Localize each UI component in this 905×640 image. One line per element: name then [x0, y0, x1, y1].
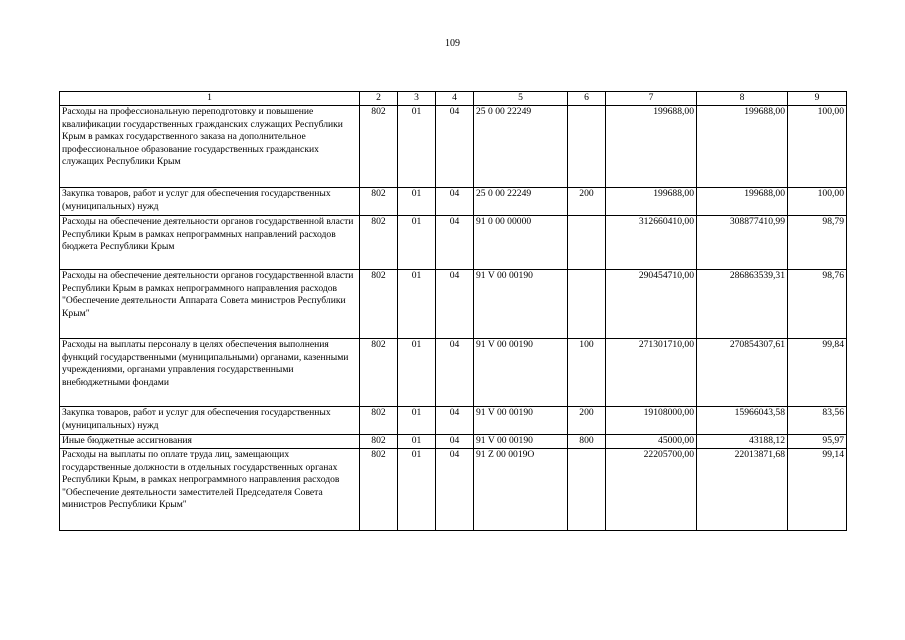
- row-expense-type: 800: [568, 435, 606, 449]
- row-subsection-code: 04: [436, 188, 474, 216]
- row-planned-amount: 271301710,00: [606, 339, 697, 407]
- row-planned-amount: 45000,00: [606, 435, 697, 449]
- row-expense-type: 200: [568, 188, 606, 216]
- header-col-4: 4: [436, 92, 474, 106]
- row-ministry-code: 802: [360, 449, 398, 531]
- row-executed-amount: 22013871,68: [697, 449, 788, 531]
- row-section-code: 01: [398, 407, 436, 435]
- header-col-3: 3: [398, 92, 436, 106]
- row-article-code: 91 V 00 00190: [474, 339, 568, 407]
- row-percent: 98,76: [788, 270, 847, 339]
- row-article-code: 91 0 00 00000: [474, 216, 568, 270]
- row-ministry-code: 802: [360, 188, 398, 216]
- row-expense-type: [568, 449, 606, 531]
- row-planned-amount: 290454710,00: [606, 270, 697, 339]
- row-executed-amount: 199688,00: [697, 188, 788, 216]
- row-percent: 100,00: [788, 188, 847, 216]
- table-row: [60, 407, 847, 435]
- row-planned-amount: 22205700,00: [606, 449, 697, 531]
- row-percent: 83,56: [788, 407, 847, 435]
- row-description: Расходы на выплаты персоналу в целях обеспечения выполнения функций государственными (муниципальными) органами, казенными учреждениями, органами управления государственными внебюджетными фондами: [60, 339, 360, 407]
- row-executed-amount: 286863539,31: [697, 270, 788, 339]
- row-description: Закупка товаров, работ и услуг для обеспечения государственных (муниципальных) нужд: [60, 188, 360, 216]
- header-col-5: 5: [474, 92, 568, 106]
- row-section-code: 01: [398, 270, 436, 339]
- row-ministry-code: 802: [360, 339, 398, 407]
- header-col-7: 7: [606, 92, 697, 106]
- row-subsection-code: 04: [436, 270, 474, 339]
- row-expense-type: [568, 270, 606, 339]
- row-percent: 95,97: [788, 435, 847, 449]
- header-col-9: 9: [788, 92, 847, 106]
- row-subsection-code: 04: [436, 339, 474, 407]
- row-description: Расходы на профессиональную переподготовку и повышение квалификации государственных гражданских служащих Республики Крым в рамках государственного заказа на дополнительное профессиональное образование государственных гражданских служащих Республики Крым: [60, 106, 360, 188]
- row-article-code: 91 V 00 00190: [474, 270, 568, 339]
- header-col-2: 2: [360, 92, 398, 106]
- table-row: [60, 106, 847, 188]
- row-article-code: 25 0 00 22249: [474, 106, 568, 188]
- row-ministry-code: 802: [360, 435, 398, 449]
- row-planned-amount: 199688,00: [606, 188, 697, 216]
- header-col-8: 8: [697, 92, 788, 106]
- table-row: [60, 188, 847, 216]
- row-subsection-code: 04: [436, 407, 474, 435]
- table-body: [60, 106, 847, 531]
- header-col-6: 6: [568, 92, 606, 106]
- row-description: Иные бюджетные ассигнования: [60, 435, 360, 449]
- row-section-code: 01: [398, 339, 436, 407]
- row-description: Расходы на выплаты по оплате труда лиц, замещающих государственные должности в отдельных государственных органах Республики Крым, в рамках непрограммного направления расходов "Обеспечение деятельности заместителей Председателя Совета министров Республики Крым": [60, 449, 360, 531]
- table-row: [60, 339, 847, 407]
- budget-table: [59, 91, 847, 531]
- row-article-code: 91 Z 00 0019O: [474, 449, 568, 531]
- row-ministry-code: 802: [360, 106, 398, 188]
- header-col-1: 1: [60, 92, 360, 106]
- row-percent: 99,84: [788, 339, 847, 407]
- row-executed-amount: 43188,12: [697, 435, 788, 449]
- row-ministry-code: 802: [360, 270, 398, 339]
- row-article-code: 25 0 00 22249: [474, 188, 568, 216]
- table-row: [60, 435, 847, 449]
- row-section-code: 01: [398, 216, 436, 270]
- row-percent: 98,79: [788, 216, 847, 270]
- row-expense-type: [568, 216, 606, 270]
- row-section-code: 01: [398, 449, 436, 531]
- row-description: Закупка товаров, работ и услуг для обеспечения государственных (муниципальных) нужд: [60, 407, 360, 435]
- table-header: [60, 92, 847, 106]
- row-description: Расходы на обеспечение деятельности органов государственной власти Республики Крым в рамках непрограммных направлений расходов бюджета Республики Крым: [60, 216, 360, 270]
- row-section-code: 01: [398, 188, 436, 216]
- row-executed-amount: 15966043,58: [697, 407, 788, 435]
- table-row: [60, 216, 847, 270]
- row-percent: 99,14: [788, 449, 847, 531]
- row-planned-amount: 19108000,00: [606, 407, 697, 435]
- table-row: [60, 270, 847, 339]
- row-article-code: 91 V 00 00190: [474, 407, 568, 435]
- page-number: 109: [445, 38, 460, 49]
- row-section-code: 01: [398, 106, 436, 188]
- row-expense-type: [568, 106, 606, 188]
- row-expense-type: 100: [568, 339, 606, 407]
- row-description: Расходы на обеспечение деятельности органов государственной власти Республики Крым в рамках непрограммного направления расходов "Обеспечение деятельности Аппарата Совета министров Республики Крым": [60, 270, 360, 339]
- table-row: [60, 449, 847, 531]
- row-article-code: 91 V 00 00190: [474, 435, 568, 449]
- row-percent: 100,00: [788, 106, 847, 188]
- row-subsection-code: 04: [436, 435, 474, 449]
- row-subsection-code: 04: [436, 449, 474, 531]
- row-ministry-code: 802: [360, 407, 398, 435]
- row-executed-amount: 199688,00: [697, 106, 788, 188]
- header-row: [60, 92, 847, 106]
- row-planned-amount: 199688,00: [606, 106, 697, 188]
- row-executed-amount: 308877410,99: [697, 216, 788, 270]
- row-subsection-code: 04: [436, 106, 474, 188]
- row-expense-type: 200: [568, 407, 606, 435]
- row-executed-amount: 270854307,61: [697, 339, 788, 407]
- row-section-code: 01: [398, 435, 436, 449]
- row-ministry-code: 802: [360, 216, 398, 270]
- row-subsection-code: 04: [436, 216, 474, 270]
- row-planned-amount: 312660410,00: [606, 216, 697, 270]
